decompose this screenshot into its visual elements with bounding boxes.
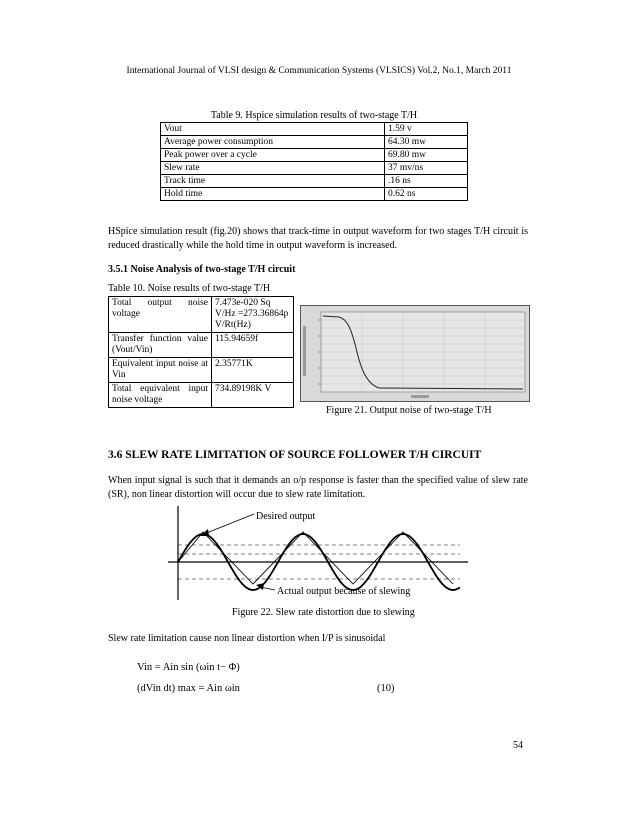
table-cell: Total output noise voltage [109,297,212,333]
fig22-slew-diagram [168,500,468,605]
paragraph-slew-rate: When input signal is such that it demands an o/p response is faster than the specified value of slew rate (SR), non linear distortion will occur due to slew rate limitation. [108,475,528,500]
fig21-noise-plot [300,305,530,402]
table-cell: 734.89198K V [212,383,294,408]
equation-line-1: Vin = Ain sin (ωin t− Φ) [137,662,240,673]
journal-header: International Journal of VLSI design & Communication Systems (VLSICS) Vol.2, No.1, March 2011 [126,66,512,76]
equation-svg [137,655,437,700]
table-cell: Slew rate [161,162,385,175]
table-cell: 69.80 mw [385,149,468,162]
table-row [109,383,294,408]
table-cell: Track time [161,175,385,188]
equation-number: (10) [377,683,395,694]
table-cell: 64.30 mw [385,136,468,149]
page-number: 54 [513,740,523,751]
section-heading-3-5-1: 3.5.1 Noise Analysis of two-stage T/H circuit [108,264,296,275]
plot-tickmarks [318,320,321,384]
equation-line-2: (dVin dt) max = Ain ωin [137,683,240,694]
desired-arrow [204,514,254,534]
section-heading-3-6: 3.6 SLEW RATE LIMITATION OF SOURCE FOLLOWER T/H CIRCUIT [108,449,482,461]
table-cell: 1.59 v [385,123,468,136]
table-cell: 115.94659f [212,333,294,358]
table-row [161,162,468,175]
table-row [109,333,294,358]
table-cell: Hold time [161,188,385,201]
slewed-output-line [178,532,453,584]
table10-caption: Table 10. Noise results of two-stage T/H [108,283,271,294]
arrow-head-icon [200,529,209,536]
paragraph-nonlinear: Slew rate limitation cause non linear distortion when I/P is sinusoidal [108,633,386,644]
table-cell: Peak power over a cycle [161,149,385,162]
table-cell: Total equivalent input noise voltage [109,383,212,408]
table-cell: Vout [161,123,385,136]
table-cell: 0.62 ns [385,188,468,201]
label-desired-output: Desired output [256,511,316,522]
fig22-caption: Figure 22. Slew rate distortion due to slewing [232,607,415,618]
x-axis-label-glyph [411,395,429,398]
table9-caption: Table 9. Hspice simulation results of two-stage T/H [210,110,418,121]
equation-block [137,655,437,700]
table-cell: Equivalent input noise at Vin [109,358,212,383]
table-row [161,188,468,201]
label-actual-output: Actual output because of slewing [277,586,411,597]
fig21-plot-svg [301,306,529,401]
table-row [161,136,468,149]
table-cell: 37 mv/ns [385,162,468,175]
table-cell: 2.35771K [212,358,294,383]
table-row [161,123,468,136]
paragraph-track-time: HSpice simulation result (fig.20) shows that track-time in output waveform for two stages T/H circuit is reduced drastically while the hold time in output waveform is increased. [108,226,528,251]
y-axis-label-glyph [303,326,306,376]
fig22-svg [168,500,468,605]
table-cell: 7.473e-020 Sq V/Hz =273.36864p V/Rt(Hz) [212,297,294,333]
table9 [160,122,468,201]
fig21-caption: Figure 21. Output noise of two-stage T/H [326,405,492,416]
table-row [161,175,468,188]
table-cell: .16 ns [385,175,468,188]
table-cell: Transfer function value (Vout/Vin) [109,333,212,358]
table10 [108,296,294,408]
table-cell: Average power consumption [161,136,385,149]
table-row [161,149,468,162]
table-row [109,297,294,333]
table-row [109,358,294,383]
